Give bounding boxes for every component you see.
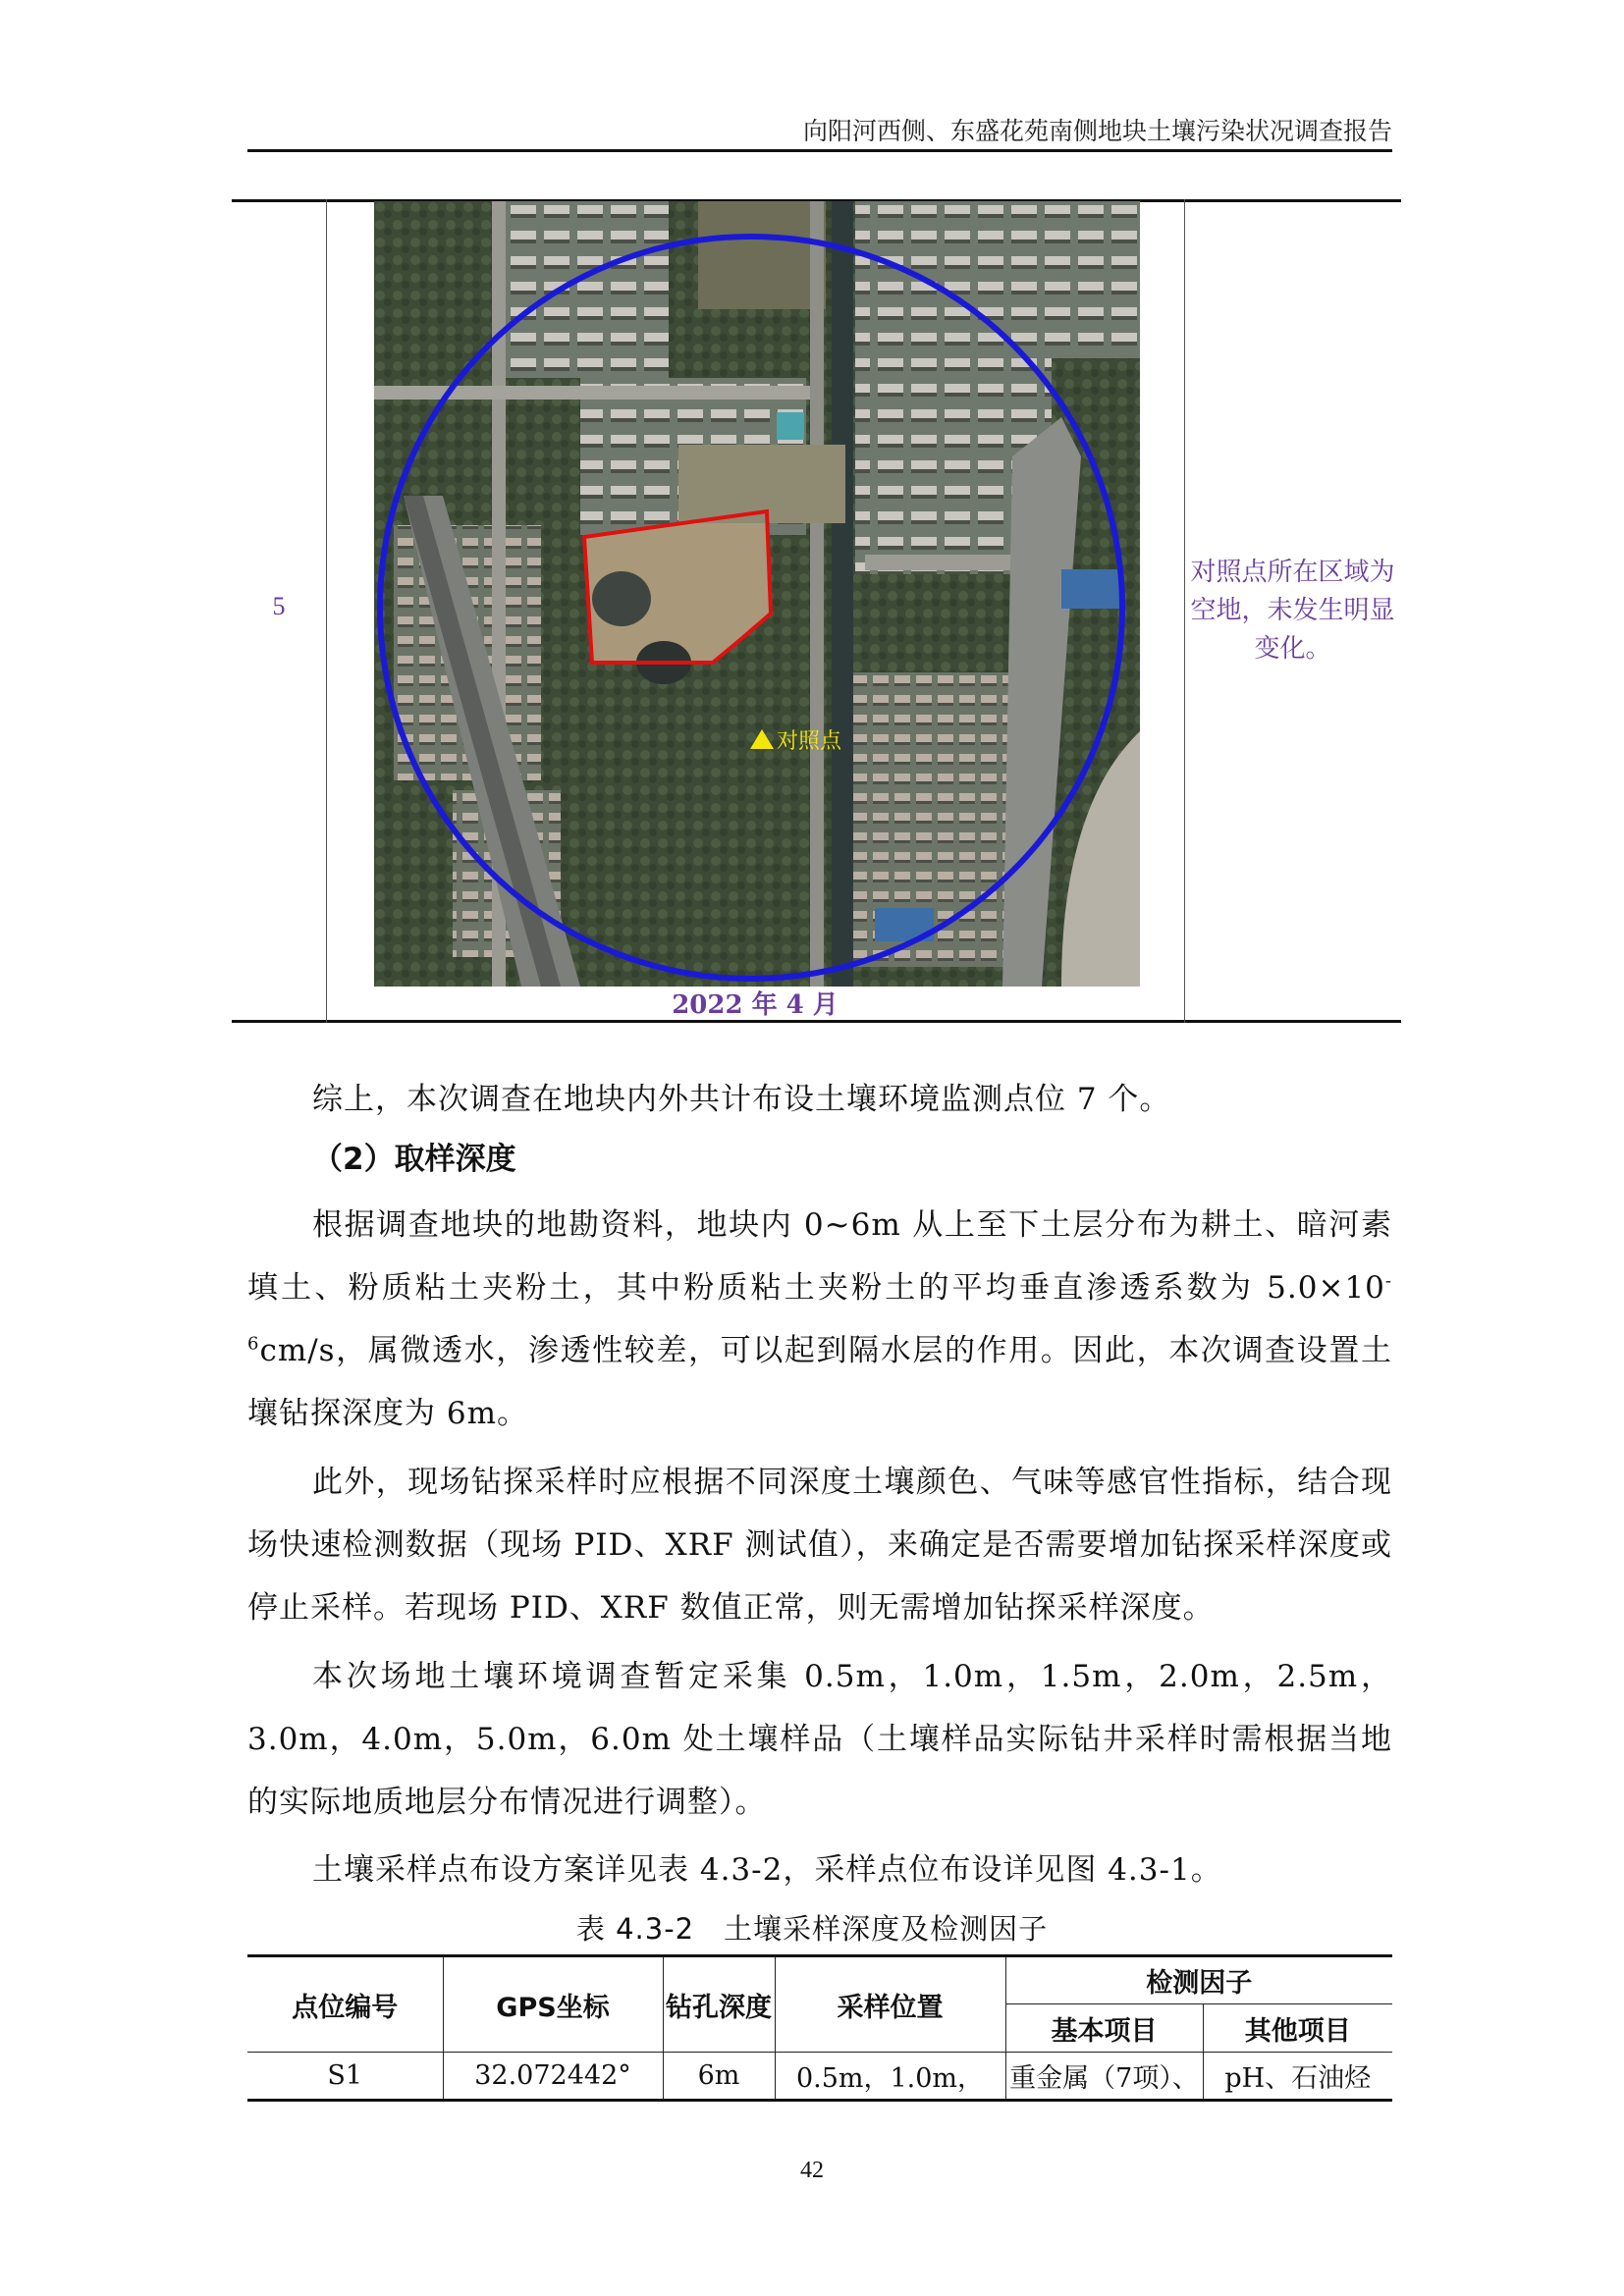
paragraph-soil-layers-part2: cm/s，属微透水，渗透性较差，可以起到隔水层的作用。因此，本次调查设置土壤钻探深度为 6m。 — [247, 1333, 1392, 1431]
cell-basic: 重金属（7项）、 — [1005, 2053, 1203, 2101]
report-header-title: 向阳河西侧、东盛花苑南侧地块土壤污染状况调查报告 — [802, 117, 1392, 145]
cell-other: pH、石油烃 — [1203, 2053, 1392, 2101]
paragraph-table-reference: 土壤采样点布设方案详见表 4.3-2，采样点位布设详见图 4.3-1。 — [312, 1852, 1222, 1888]
satellite-map-svg — [374, 201, 1140, 987]
cell-depth: 6m — [663, 2053, 775, 2101]
exponent: -6 — [247, 1270, 1392, 1355]
figure-caption-date: 2022 年 4 月 — [672, 990, 839, 1020]
col-header-other: 其他项目 — [1203, 2004, 1392, 2053]
control-point-label: 对照点 — [777, 729, 842, 754]
figure-row-number: 5 — [272, 592, 286, 620]
col-header-depth: 钻孔深度 — [663, 1956, 775, 2053]
col-header-gps: GPS坐标 — [443, 1956, 663, 2053]
table-header-row — [247, 1956, 1392, 2004]
paragraph-field-testing: 此外，现场钻探采样时应根据不同深度土壤颜色、气味等感官性指标，结合现场快速检测数据（现场 PID、XRF 测试值），来确定是否需要增加钻探采样深度或停止采样。若现场 PID、XRF 数值正常，则无需增加钻探采样深度。 — [247, 1465, 1392, 1626]
figure-table-divider-left — [326, 199, 327, 1023]
table-row — [247, 2053, 1392, 2101]
table-title: 表 4.3-2 土壤采样深度及检测因子 — [575, 1912, 1049, 1946]
page-number: 42 — [800, 2158, 824, 2183]
cell-position: 0.5m，1.0m， — [775, 2053, 1005, 2101]
figure-row-note: 对照点所在区域为空地，未发生明显变化。 — [1190, 558, 1395, 664]
paragraph-soil-layers — [247, 1194, 1392, 1445]
sampling-table — [247, 1954, 1392, 2102]
col-header-point: 点位编号 — [247, 1956, 443, 2053]
figure-table — [232, 199, 1401, 1023]
header-rule — [247, 149, 1392, 152]
cell-gps: 32.072442° — [443, 2053, 663, 2101]
paragraph-summary: 综上，本次调查在地块内外共计布设土壤环境监测点位 7 个。 — [312, 1082, 1171, 1117]
paragraph-soil-layers-part1: 根据调查地块的地勘资料，地块内 0~6m 从上至下土层分布为耕土、暗河素填土、粉质粘土夹粉土，其中粉质粘土夹粉土的平均垂直渗透系数为 5.0×10 — [247, 1207, 1392, 1306]
paragraph-sampling-depths: 本次场地土壤环境调查暂定采集 0.5m，1.0m，1.5m，2.0m，2.5m，3.0m，4.0m，5.0m，6.0m 处土壤样品（土壤样品实际钻井采样时需根据当地的实际地质地层分布情况进行调整）。 — [247, 1659, 1392, 1820]
col-header-factors: 检测因子 — [1005, 1956, 1392, 2004]
section-heading-sampling-depth: （2）取样深度 — [312, 1142, 516, 1177]
cell-point: S1 — [247, 2053, 443, 2101]
col-header-basic: 基本项目 — [1005, 2004, 1203, 2053]
satellite-map-image — [374, 201, 1140, 987]
col-header-position: 采样位置 — [775, 1956, 1005, 2053]
